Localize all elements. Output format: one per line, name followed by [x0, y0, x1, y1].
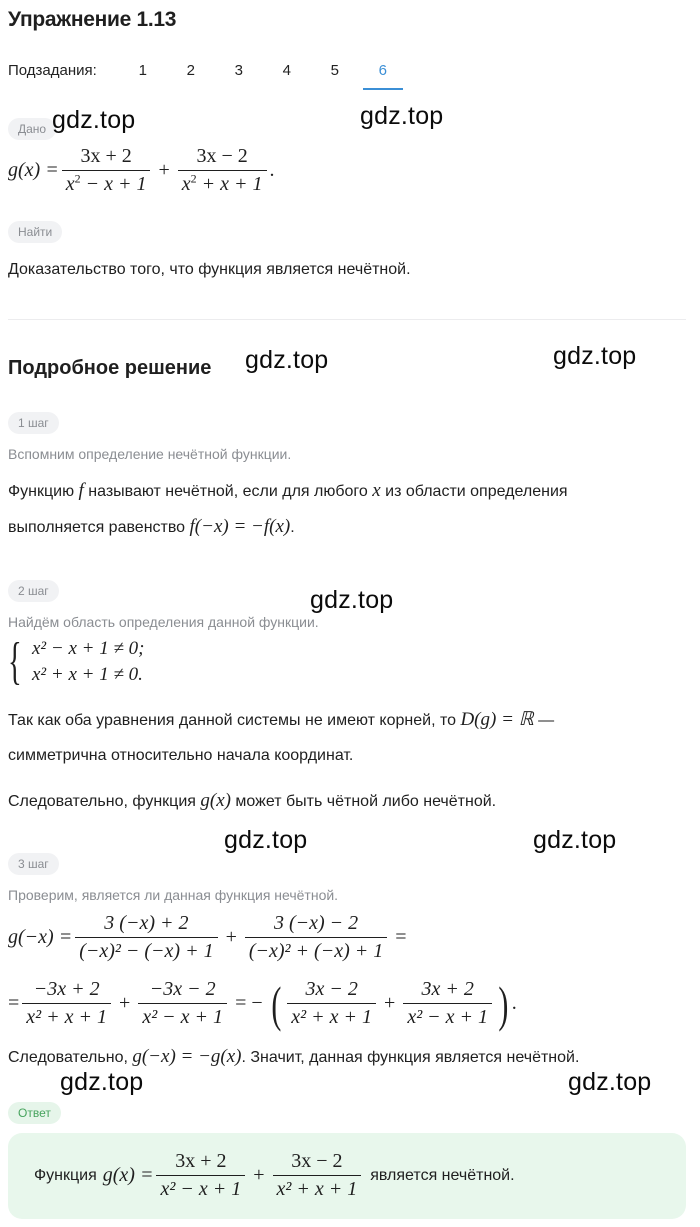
watermark: gdz.top: [310, 586, 394, 614]
find-text: Доказательство того, что функция является нечётной.: [8, 261, 411, 278]
step1-line1: Функцию f называют нечётной, если для любого x из области определения: [8, 480, 568, 501]
find-chip: Найти: [8, 221, 62, 243]
step2-chip: 2 шаг: [8, 580, 59, 602]
system-row-1: x² − x + 1 ≠ 0;: [32, 638, 145, 659]
given-f1-den: $x^2 - x + 1$: [65, 171, 147, 195]
step2-para2: Следовательно, функция g(x) может быть чётной либо нечётной.: [8, 790, 497, 811]
tab-subtask-4[interactable]: 4: [282, 62, 291, 79]
step2-system: [8, 633, 145, 690]
given-lhs: g(x) =: [8, 159, 59, 181]
system-brace: {: [8, 633, 22, 690]
step1-hint: Вспомним определение нечётной функции.: [8, 446, 292, 462]
watermark: gdz.top: [52, 106, 136, 134]
tab-subtask-5[interactable]: 5: [330, 62, 339, 79]
given-f2-num: 3x − 2: [178, 145, 267, 171]
subtasks-label: Подзадания:: [8, 62, 97, 79]
step3-equation-line1: g(−x) = $\frac{3 (-x) + 2}{\text{(−x)² − (−x) + 1}}$ + $\frac{3 (-x) - 2}{\text{(−x)² + (−x) + 1}}$ =: [8, 912, 407, 962]
subtasks-nav: [8, 62, 407, 92]
watermark: gdz.top: [224, 826, 308, 854]
tab-subtask-1[interactable]: 1: [138, 62, 147, 79]
watermark: gdz.top: [553, 342, 637, 370]
step1-line2: выполняется равенство f(−x) = −f(x).: [8, 516, 295, 537]
tab-subtask-2[interactable]: 2: [186, 62, 195, 79]
step2-para1-line2: симметрична относительно начала координат.: [8, 747, 354, 764]
given-fraction-1: [62, 145, 151, 196]
watermark: gdz.top: [533, 826, 617, 854]
step2-hint: Найдём область определения данной функции.: [8, 614, 319, 630]
given-chip: Дано: [8, 118, 56, 140]
given-f2-den: $x^2 + x + 1$: [181, 171, 263, 195]
system-row-2: x² + x + 1 ≠ 0.: [32, 664, 143, 685]
page-title: Упражнение 1.13: [8, 8, 177, 31]
section-divider: [8, 319, 686, 320]
answer-text: Функция g(x) = $\frac{3x + 2}{\text{x² − x + 1}}$ + $\frac{3x - 2}{\text{x² + x + 1}}$ является нечётной.: [34, 1150, 515, 1200]
step3-equation-line2: = $\frac{-3x + 2}{\text{x² + x + 1}}$ + $\frac{-3x - 2}{\text{x² − x + 1}}$ = − ( $\frac{3x - 2}{\text{x² + x + 1}}$ + $\frac{3x + 2}{\text{x² − x + 1}}$ ) .: [8, 975, 517, 1032]
tab-subtask-6[interactable]: 6: [359, 62, 407, 90]
solution-title: Подробное решение: [8, 357, 212, 379]
given-formula: g(x) = $\frac{3x + 2}{x^2 - x + 1}$ + $\frac{3x - 2}{x^2 + x + 1}$ .: [8, 145, 275, 195]
given-fraction-2: [178, 145, 267, 196]
given-f1-num: 3x + 2: [62, 145, 151, 171]
step3-conclusion: Следовательно, g(−x) = −g(x). Значит, данная функция является нечётной.: [8, 1046, 580, 1067]
watermark: gdz.top: [245, 346, 329, 374]
watermark: gdz.top: [60, 1068, 144, 1096]
step3-hint: Проверим, является ли данная функция нечётной.: [8, 887, 339, 903]
watermark: gdz.top: [360, 102, 444, 130]
watermark: gdz.top: [568, 1068, 652, 1096]
answer-chip: Ответ: [8, 1102, 61, 1124]
tab-subtask-3[interactable]: 3: [234, 62, 243, 79]
step3-chip: 3 шаг: [8, 853, 59, 875]
step2-para1-line1: Так как оба уравнения данной системы не имеют корней, то D(g) = ℝ —: [8, 709, 555, 730]
step1-chip: 1 шаг: [8, 412, 59, 434]
